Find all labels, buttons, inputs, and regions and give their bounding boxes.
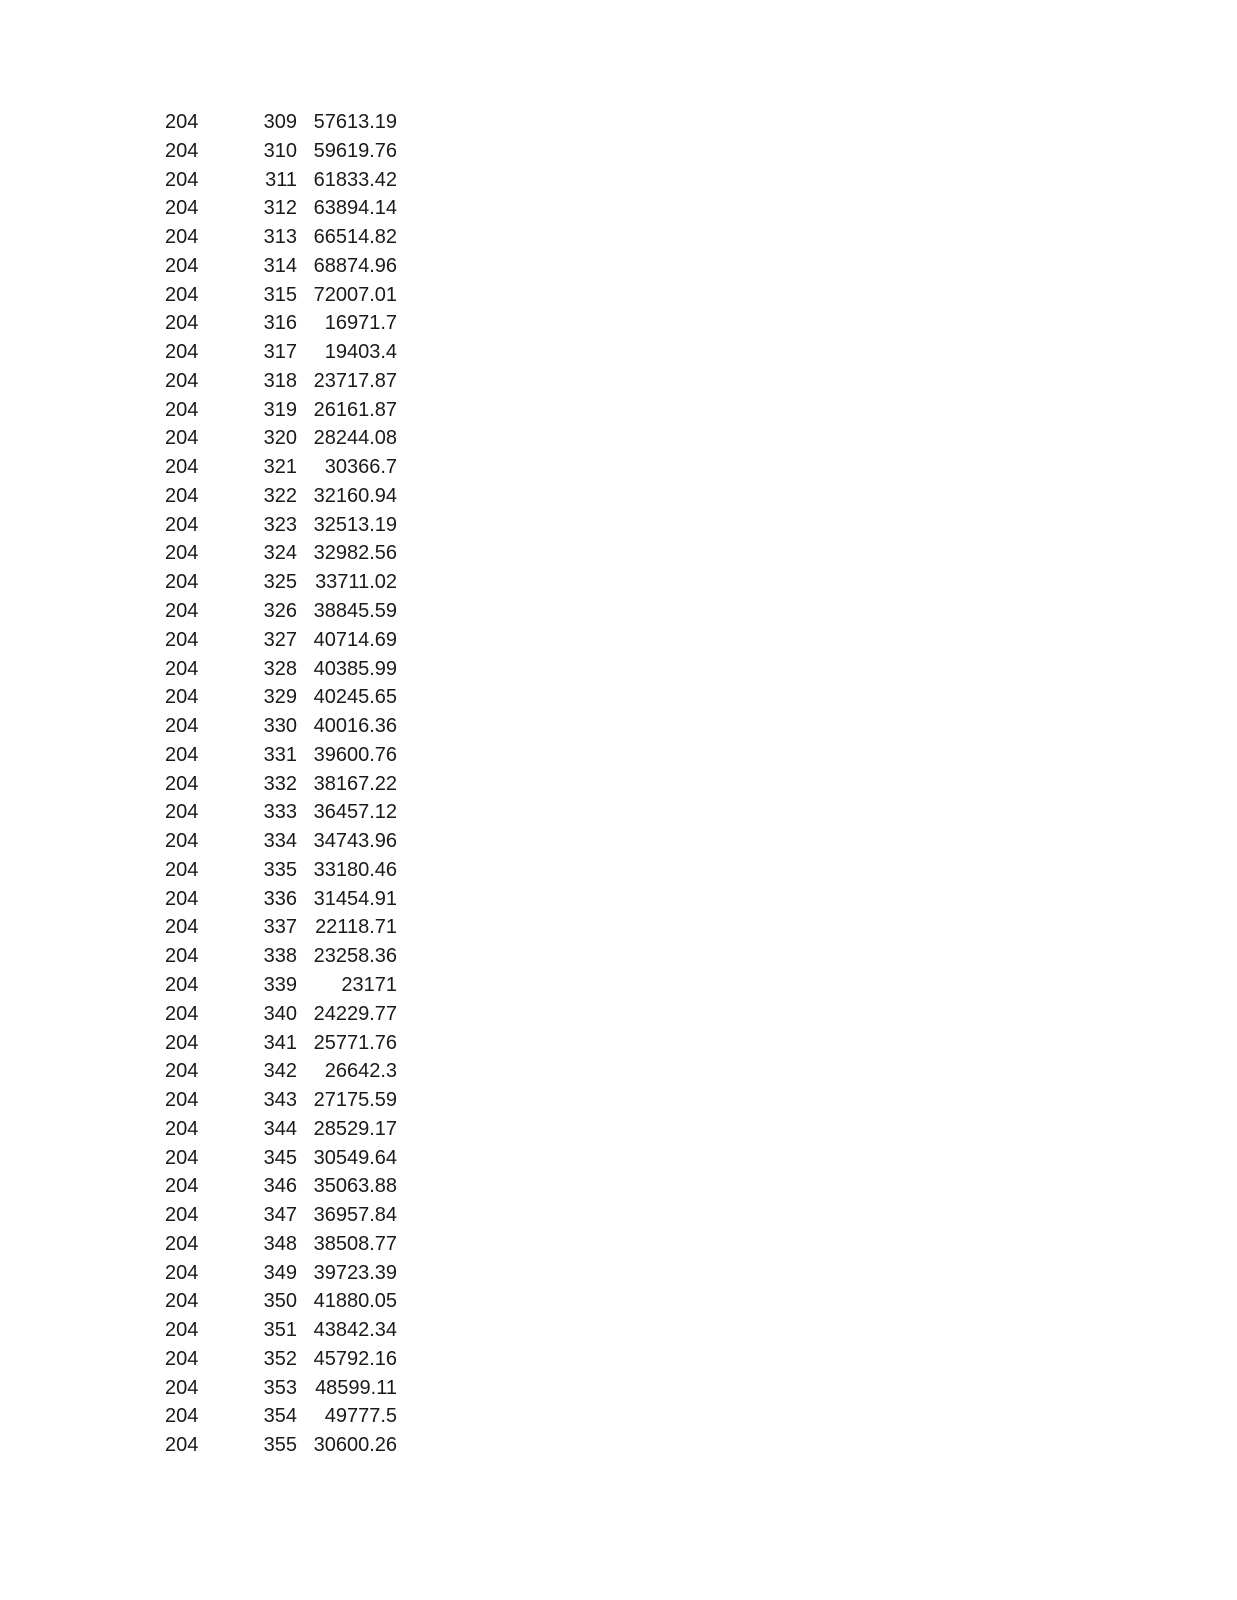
col-b-cell: 342 (263, 1060, 297, 1083)
col-c-cell: 30600.26 (313, 1434, 397, 1457)
col-a-cell: 204 (165, 1290, 199, 1313)
col-a-cell: 204 (165, 1002, 199, 1025)
table-row (0, 971, 1237, 1000)
col-a-cell: 204 (165, 1204, 199, 1227)
col-b-cell: 352 (263, 1347, 297, 1370)
col-a-cell: 204 (165, 254, 199, 277)
table-row (0, 1316, 1237, 1345)
col-a-cell: 204 (165, 657, 199, 680)
col-b-cell: 343 (263, 1089, 297, 1112)
col-c-cell: 40245.65 (313, 686, 397, 709)
col-a-cell: 204 (165, 1405, 199, 1428)
table-row (0, 194, 1237, 223)
table-row (0, 511, 1237, 540)
table-row (0, 137, 1237, 166)
col-b-cell: 309 (263, 111, 297, 133)
col-a-cell: 204 (165, 283, 199, 306)
table-row (0, 309, 1237, 338)
col-a-cell: 204 (165, 1319, 199, 1342)
col-c-cell: 38167.22 (313, 772, 397, 795)
table-row (0, 1086, 1237, 1115)
col-c-cell: 23717.87 (313, 369, 397, 392)
col-c-cell: 30549.64 (313, 1146, 397, 1169)
table-row (0, 712, 1237, 741)
col-c-cell: 39723.39 (313, 1261, 397, 1284)
col-b-cell: 339 (263, 973, 297, 996)
table-row (0, 396, 1237, 425)
col-b-cell: 331 (263, 743, 297, 766)
col-a-cell: 204 (165, 1031, 199, 1054)
table-row (0, 1115, 1237, 1144)
col-b-cell: 329 (263, 686, 297, 709)
col-c-cell: 30366.7 (324, 456, 397, 479)
col-b-cell: 320 (263, 427, 297, 450)
col-c-cell: 66514.82 (313, 226, 397, 249)
table-row (0, 424, 1237, 453)
col-c-cell: 16971.7 (324, 312, 397, 335)
col-a-cell: 204 (165, 513, 199, 536)
table-row (0, 252, 1237, 281)
col-a-cell: 204 (165, 1117, 199, 1140)
col-a-cell: 204 (165, 686, 199, 709)
col-a-cell: 204 (165, 973, 199, 996)
col-a-cell: 204 (165, 1261, 199, 1284)
col-a-cell: 204 (165, 916, 199, 939)
col-b-cell: 330 (263, 715, 297, 738)
col-c-cell: 72007.01 (313, 283, 397, 306)
col-c-cell: 48599.11 (315, 1376, 397, 1399)
col-b-cell: 312 (263, 197, 297, 220)
col-c-cell: 36957.84 (313, 1204, 397, 1227)
col-b-cell: 317 (263, 341, 297, 364)
col-b-cell: 353 (263, 1376, 297, 1399)
table-row (0, 1402, 1237, 1431)
col-b-cell: 325 (263, 571, 297, 594)
col-c-cell: 43842.34 (313, 1319, 397, 1342)
col-b-cell: 321 (263, 456, 297, 479)
col-a-cell: 204 (165, 312, 199, 335)
col-a-cell: 204 (165, 111, 199, 133)
col-b-cell: 345 (263, 1146, 297, 1169)
col-b-cell: 319 (263, 398, 297, 421)
col-c-cell: 31454.91 (313, 887, 397, 910)
col-b-cell: 336 (263, 887, 297, 910)
table-row (0, 1172, 1237, 1201)
col-b-cell: 313 (263, 226, 297, 249)
col-c-cell: 38845.59 (313, 600, 397, 623)
col-c-cell: 32982.56 (313, 542, 397, 565)
col-a-cell: 204 (165, 858, 199, 881)
col-c-cell: 33711.02 (315, 571, 397, 594)
col-c-cell: 24229.77 (313, 1002, 397, 1025)
col-b-cell: 310 (263, 139, 297, 162)
col-c-cell: 19403.4 (324, 341, 397, 364)
col-c-cell: 36457.12 (313, 801, 397, 824)
table-row (0, 1144, 1237, 1173)
col-b-cell: 332 (263, 772, 297, 795)
col-a-cell: 204 (165, 139, 199, 162)
table-row (0, 367, 1237, 396)
table-row (0, 568, 1237, 597)
col-b-cell: 344 (263, 1117, 297, 1140)
col-b-cell: 350 (263, 1290, 297, 1313)
col-a-cell: 204 (165, 801, 199, 824)
col-c-cell: 32160.94 (313, 484, 397, 507)
col-a-cell: 204 (165, 772, 199, 795)
col-c-cell: 57613.19 (313, 111, 397, 133)
col-c-cell: 26642.3 (324, 1060, 397, 1083)
col-c-cell: 68874.96 (313, 254, 397, 277)
col-b-cell: 318 (263, 369, 297, 392)
col-a-cell: 204 (165, 341, 199, 364)
table-row (0, 942, 1237, 971)
table-row (0, 683, 1237, 712)
col-b-cell: 348 (263, 1232, 297, 1255)
col-a-cell: 204 (165, 1175, 199, 1198)
table-row (0, 1259, 1237, 1288)
col-c-cell: 28244.08 (313, 427, 397, 450)
table-row (0, 1201, 1237, 1230)
table-row (0, 626, 1237, 655)
col-a-cell: 204 (165, 1347, 199, 1370)
table-row (0, 741, 1237, 770)
col-b-cell: 337 (263, 916, 297, 939)
col-b-cell: 323 (263, 513, 297, 536)
col-c-cell: 34743.96 (313, 830, 397, 853)
table-row (0, 166, 1237, 195)
table-row (0, 655, 1237, 684)
col-b-cell: 324 (263, 542, 297, 565)
table-row (0, 856, 1237, 885)
col-b-cell: 333 (263, 801, 297, 824)
table-row (0, 885, 1237, 914)
table-row (0, 223, 1237, 252)
table-row (0, 597, 1237, 626)
col-c-cell: 49777.5 (324, 1405, 397, 1428)
col-b-cell: 311 (265, 168, 297, 191)
col-b-cell: 328 (263, 657, 297, 680)
table-row (0, 482, 1237, 511)
col-c-cell: 41880.05 (313, 1290, 397, 1313)
col-a-cell: 204 (165, 427, 199, 450)
table-row (0, 1057, 1237, 1086)
table-row (0, 1029, 1237, 1058)
col-c-cell: 38508.77 (313, 1232, 397, 1255)
col-c-cell: 40016.36 (313, 715, 397, 738)
col-c-cell: 27175.59 (313, 1089, 397, 1112)
col-b-cell: 316 (263, 312, 297, 335)
table-row (0, 108, 1237, 137)
col-c-cell: 23258.36 (313, 945, 397, 968)
table-row (0, 1345, 1237, 1374)
col-b-cell: 334 (263, 830, 297, 853)
col-a-cell: 204 (165, 715, 199, 738)
col-c-cell: 40385.99 (313, 657, 397, 680)
col-a-cell: 204 (165, 1434, 199, 1457)
col-a-cell: 204 (165, 226, 199, 249)
table-row (0, 1230, 1237, 1259)
table-row (0, 913, 1237, 942)
col-c-cell: 39600.76 (313, 743, 397, 766)
col-c-cell: 40714.69 (313, 628, 397, 651)
col-b-cell: 349 (263, 1261, 297, 1284)
col-a-cell: 204 (165, 743, 199, 766)
col-c-cell: 28529.17 (313, 1117, 397, 1140)
col-b-cell: 354 (263, 1405, 297, 1428)
table-row (0, 338, 1237, 367)
col-a-cell: 204 (165, 369, 199, 392)
col-a-cell: 204 (165, 168, 199, 191)
col-b-cell: 341 (263, 1031, 297, 1054)
col-c-cell: 32513.19 (313, 513, 397, 536)
table-row (0, 281, 1237, 310)
col-a-cell: 204 (165, 1146, 199, 1169)
data-table (0, 108, 1237, 1460)
col-a-cell: 204 (165, 1089, 199, 1112)
col-a-cell: 204 (165, 830, 199, 853)
col-a-cell: 204 (165, 600, 199, 623)
col-c-cell: 45792.16 (313, 1347, 397, 1370)
col-b-cell: 340 (263, 1002, 297, 1025)
table-row (0, 770, 1237, 799)
col-a-cell: 204 (165, 1060, 199, 1083)
col-c-cell: 63894.14 (313, 197, 397, 220)
col-b-cell: 355 (263, 1434, 297, 1457)
col-b-cell: 338 (263, 945, 297, 968)
col-c-cell: 59619.76 (313, 139, 397, 162)
col-c-cell: 23171 (341, 973, 397, 996)
col-b-cell: 314 (263, 254, 297, 277)
table-row (0, 539, 1237, 568)
col-a-cell: 204 (165, 945, 199, 968)
col-c-cell: 61833.42 (313, 168, 397, 191)
col-a-cell: 204 (165, 571, 199, 594)
col-a-cell: 204 (165, 197, 199, 220)
table-row (0, 1431, 1237, 1460)
col-a-cell: 204 (165, 628, 199, 651)
col-b-cell: 315 (263, 283, 297, 306)
col-a-cell: 204 (165, 542, 199, 565)
table-row (0, 453, 1237, 482)
col-b-cell: 327 (263, 628, 297, 651)
table-row (0, 827, 1237, 856)
table-row (0, 1287, 1237, 1316)
col-a-cell: 204 (165, 1376, 199, 1399)
col-b-cell: 347 (263, 1204, 297, 1227)
col-a-cell: 204 (165, 456, 199, 479)
table-row (0, 1000, 1237, 1029)
col-a-cell: 204 (165, 1232, 199, 1255)
col-b-cell: 335 (263, 858, 297, 881)
col-a-cell: 204 (165, 887, 199, 910)
col-c-cell: 22118.71 (315, 916, 397, 939)
col-c-cell: 26161.87 (313, 398, 397, 421)
col-b-cell: 322 (263, 484, 297, 507)
table-row (0, 798, 1237, 827)
col-b-cell: 326 (263, 600, 297, 623)
col-b-cell: 346 (263, 1175, 297, 1198)
col-c-cell: 25771.76 (313, 1031, 397, 1054)
col-b-cell: 351 (263, 1319, 297, 1342)
col-a-cell: 204 (165, 484, 199, 507)
col-c-cell: 33180.46 (313, 858, 397, 881)
table-row (0, 1374, 1237, 1403)
col-a-cell: 204 (165, 398, 199, 421)
col-c-cell: 35063.88 (313, 1175, 397, 1198)
